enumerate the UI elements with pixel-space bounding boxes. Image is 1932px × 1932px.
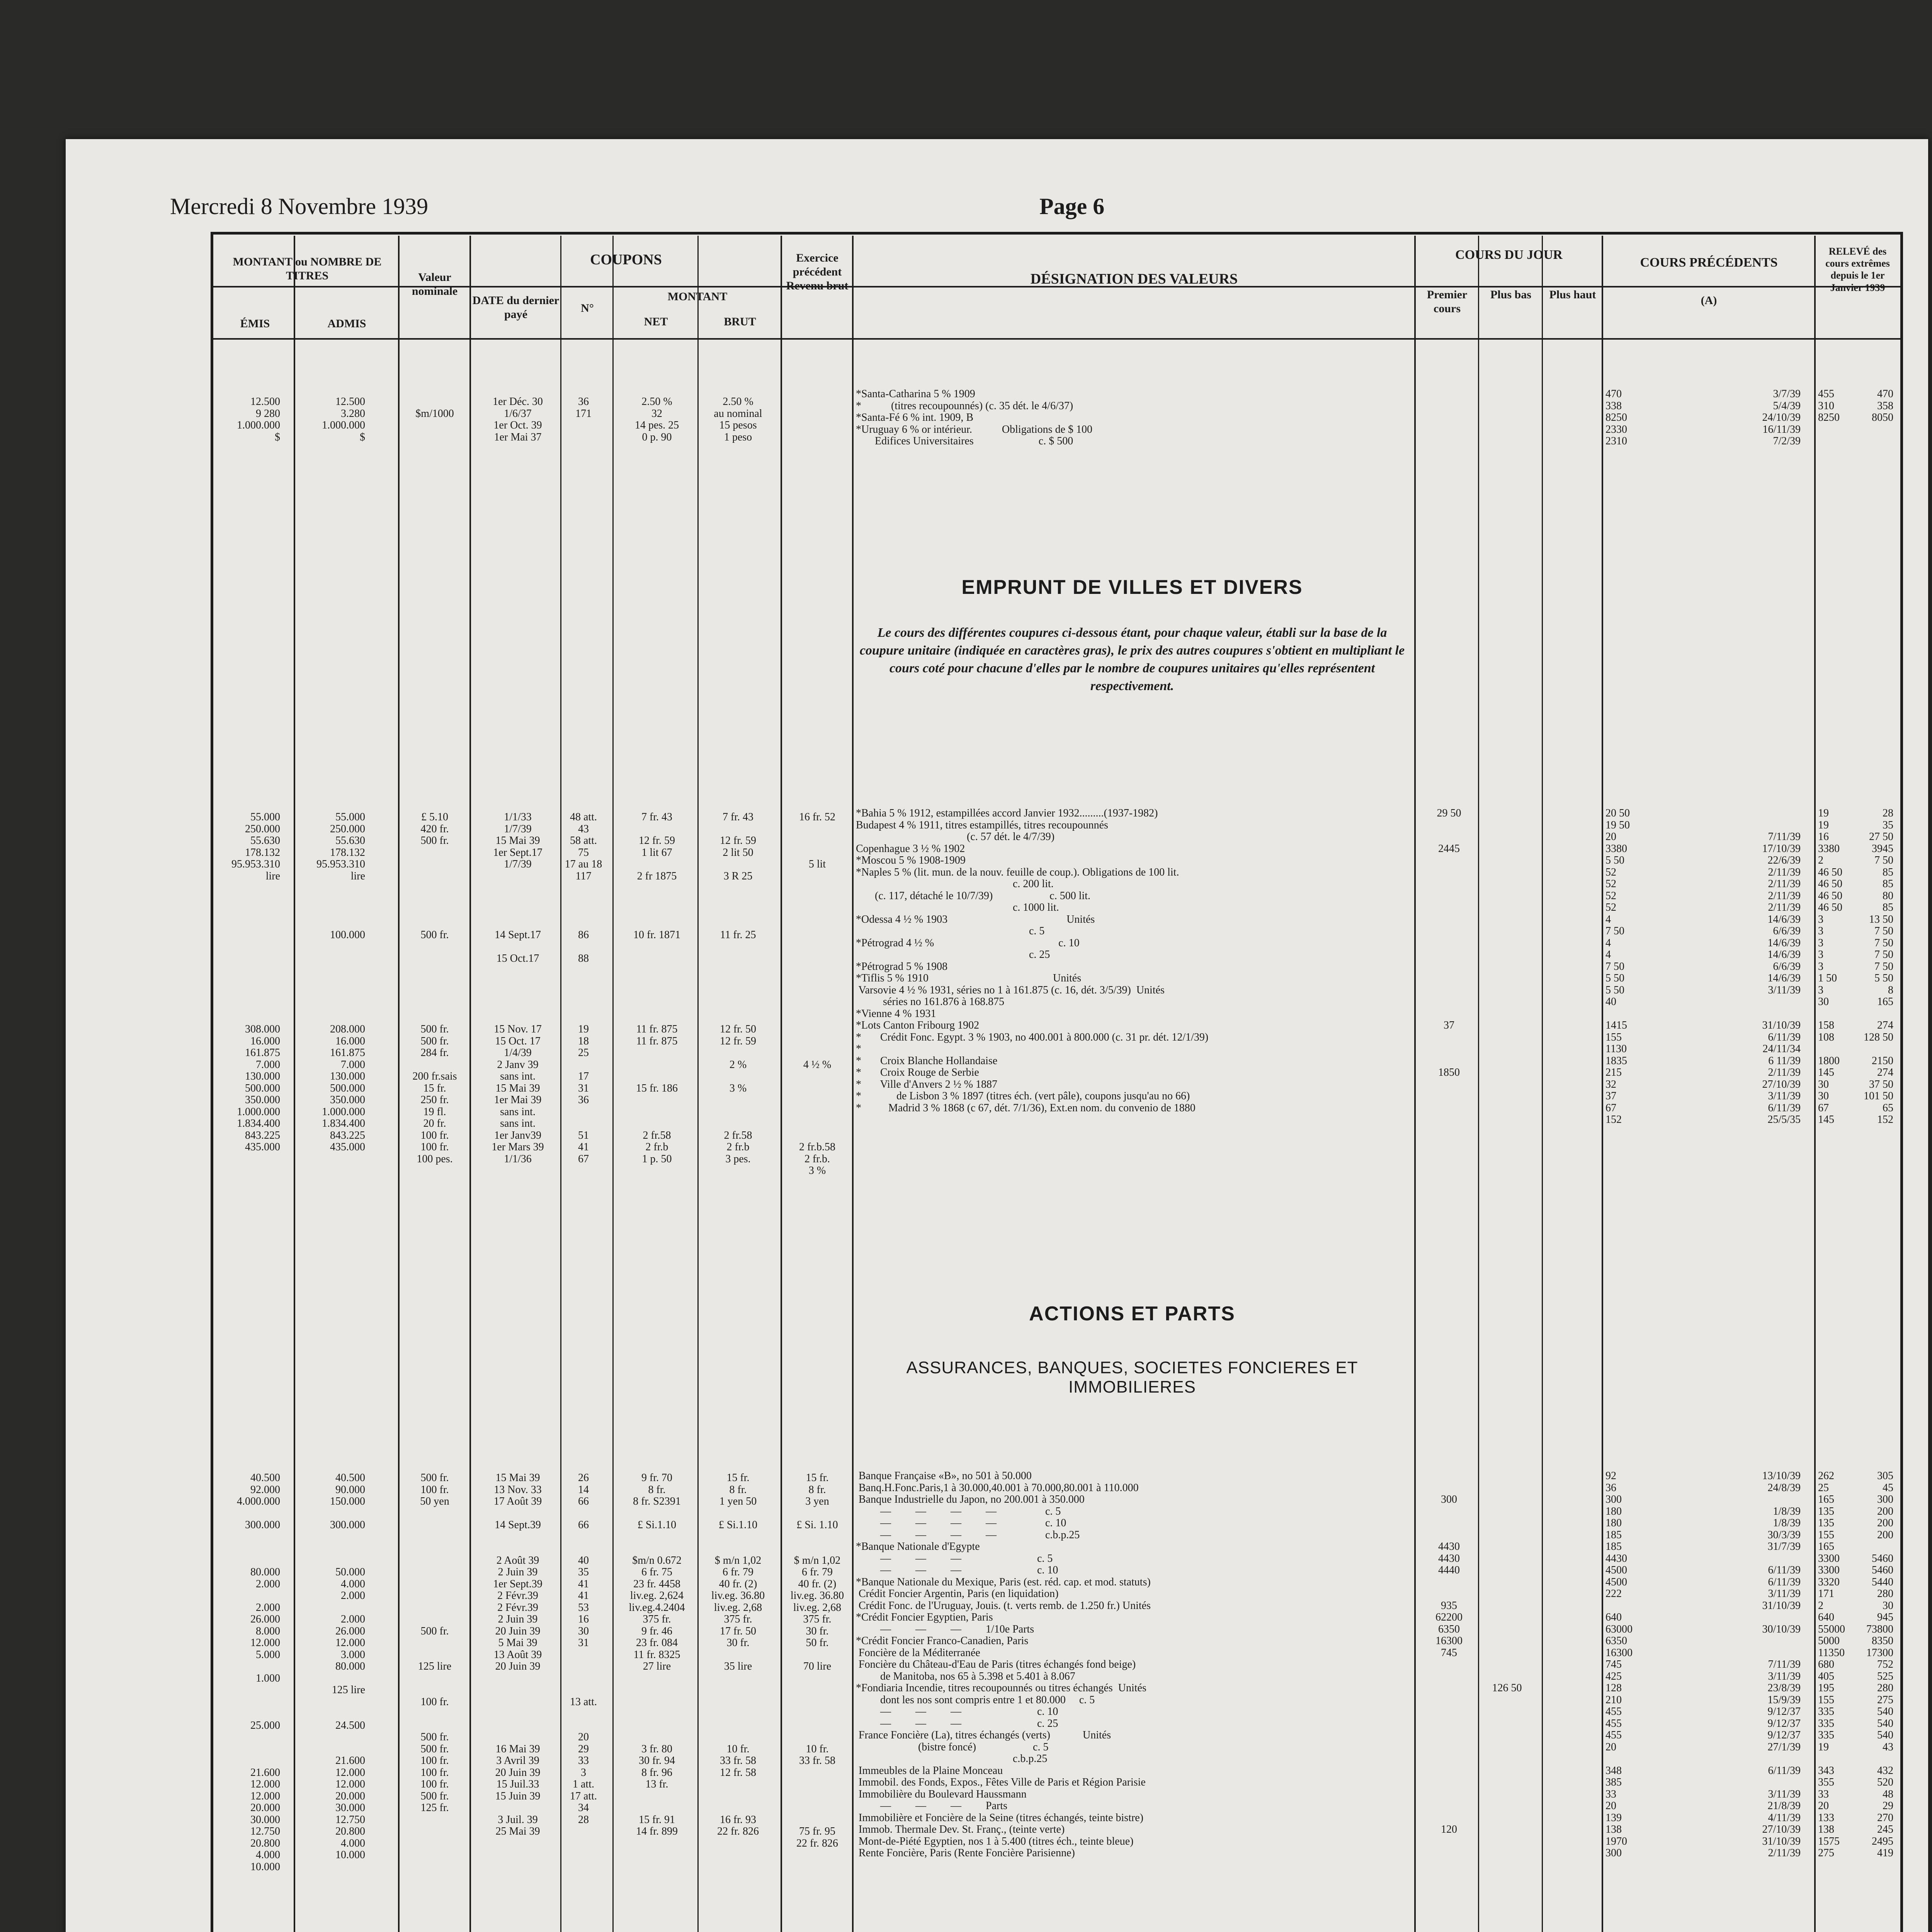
block3-emis: 40.500 92.000 4.000.000 300.000 80.000 2.000 2.000 26.000 8.000 12.000 5.000 1.000 25.000 21.600 12.000 12.000 20.000 30.000 12.750 20.800 4.000 10.000 (237, 1472, 280, 1873)
block1-numero: 36 171 (575, 396, 592, 420)
block1-low: 455 310 8250 (1818, 388, 1840, 423)
block3-designation: Banque Française «B», no 501 à 50.000 Banq.H.Fonc.Paris,1 à 30.000,40.001 à 70.000,80.001 à 110.000 Banque Industrielle du Japon, no 200.001 à 350.000 — — — — c. 5 — — — — c. 10 — — — — c.b.p.25 *Banque Nationale d'Egypte — — — c. 5 — — — c. 10 *Banque Nationale du Mexique, Paris (est. réd. cap. et mod. statuts) Crédit Foncier Argentin, Paris (en liquidation) Crédit Fonc. de l'Uruguay, Jouis. (t. verts remb. de 1.250 fr.) Unités *Crédit Foncier Egyptien, Paris — — — 1/10e Parts *Crédit Foncier Franco-Canadien, Paris Foncière de la Méditerranée Foncière du Château-d'Eau de Paris (titres échangés fond beige) de Manitoba, nos 65 à 5.398 et 5.401 à 8.067 *Fondiaria Incendie, titres recoupounnés ou titres échangés Unités dont les nos sont compris entre 1 et 80.000 c. 5 — — — c. 10 — — — c. 25 France Foncière (La), titres échangés (verts) Unités (bistre foncé) c. 5 c.b.p.25 Immeubles de la Plaine Monceau Immobil. des Fonds, Expos., Fêtes Ville de Paris et Région Parisie Immobilière du Boulevard Haussmann — — — Parts Immobilière et Foncière de la Seine (titres échangés, teinte bistre) Immob. Thermale Dev. St. Franç., (teinte verte) Mont-de-Piété Egyptien, nos 1 à 5.400 (titres éch., teinte bleue) Rente Foncière, Paris (Rente Foncière Parisienne) (856, 1470, 1151, 1859)
block2-designation: *Bahia 5 % 1912, estampillées accord Janvier 1932.........(1937-1982) Budapest 4 % 1911, titres estampillés, titres recoupounnés (c. 57 dét. le 4/7/39) Copenhague 3 ½ % 1902 *Moscou 5 % 1908-1909 *Naples 5 % (lit. mun. de la nouv. feuille de coup.). Obligations de 100 lit. c. 200 lit. (c. 117, détaché le 10/7/39) c. 500 lit. c. 1000 lit. *Odessa 4 ½ % 1903 Unités c. 5 *Pétrograd 4 ½ % c. 10 c. 25 *Pétrograd 5 % 1908 *Tiflis 5 % 1910 Unités Varsovie 4 ½ % 1931, séries no 1 à 161.875 (c. 16, dét. 3/5/39) Unités séries no 161.876 à 168.875 *Vienne 4 % 1931 *Lots Canton Fribourg 1902 * Crédit Fonc. Egypt. 3 % 1903, no 400.001 à 800.000 (c. 31 pr. dét. 12/1/39) * * Croix Blanche Hollandaise * Croix Rouge de Serbie * Ville d'Anvers 2 ½ % 1887 * de Lisbon 3 % 1897 (titres éch. (vert pâle), coupons jusqu'au no 66) * Madrid 3 % 1868 (c 67, dét. 7/1/36), Ext.en nom. du convenio de 1880 (856, 807, 1209, 1114)
block1-net: 2.50 % 32 14 pes. 25 0 p. 90 (634, 396, 679, 443)
section-title-actions: ACTIONS ET PARTS (1029, 1303, 1235, 1325)
col-head-plus-haut: Plus haut (1549, 288, 1596, 301)
col-head-valeur: Valeur nominale (412, 271, 458, 298)
col-head-numero: N° (581, 302, 594, 315)
col-head-exercice: Exercice précédent Revenu brut (786, 252, 849, 292)
section-note-emprunts: Le cours des différentes coupures ci-dessous étant, pour chaque valeur, établi sur la base de la coupure unitaire (indiquée en caractères gras), le prix des autres coupures s'obtient en multipliant le cours coté pour chacune d'elles par le nombre de coupures unitaires qu'elles représentent respectivement. (859, 626, 1405, 693)
col-rule (1542, 236, 1543, 1932)
col-rule (469, 236, 471, 1932)
block3-date: 15 Mai 39 13 Nov. 33 17 Août 39 14 Sept.39 2 Août 39 2 Juin 39 1er Sept.39 2 Févr.39 2 Févr.39 2 Juin 39 20 Juin 39 5 Mai 39 13 Août 39 20 Juin 39 16 Mai 39 3 Avril 39 20 Juin 39 15 Juil.33 15 Juin 39 3 Juil. 39 25 Mai 39 (493, 1472, 543, 1837)
block1-emis: 12.500 9 280 1.000.000 $ (237, 396, 280, 443)
section-subtitle-actions: ASSURANCES, BANQUES, SOCIETES FONCIERES ET IMMOBILIERES (906, 1358, 1358, 1396)
block3-admis: 40.500 90.000 150.000 300.000 50.000 4.000 2.000 2.000 26.000 12.000 3.000 80.000 125 lire 24.500 21.600 12.000 12.000 20.000 30.000 12.750 20.800 4.000 10.000 (330, 1472, 365, 1861)
block3-prev-date: 13/10/39 24/8/39 1/8/39 1/8/39 30/3/39 31/7/39 6/11/39 6/11/39 3/11/39 31/10/39 30/10/39 7/11/39 3/11/39 23/8/39 15/9/39 9/12/37 9/12/37 9/12/37 27/1/39 6/11/39 3/11/39 21/8/39 4/11/39 27/10/39 31/10/39 2/11/39 (1762, 1470, 1801, 1859)
col-rule (1478, 236, 1479, 1932)
block2-brut: 7 fr. 43 12 fr. 59 2 lit 50 3 R 25 11 fr. 25 12 fr. 50 12 fr. 59 2 % 3 % 2 fr.58 2 fr.b 3 pes. (719, 811, 757, 1165)
block1-prev-cours: 470 338 8250 2330 2310 (1605, 388, 1627, 447)
col-head-cours-du-jour: COURS DU JOUR (1455, 248, 1563, 262)
block1-prev-date: 3/7/39 5/4/39 24/10/39 16/11/39 7/2/39 (1762, 388, 1801, 447)
block2-numero: 48 att. 43 58 att. 75 17 au 18 117 86 88 19 18 25 17 31 36 51 41 67 (565, 811, 602, 1165)
block1-valeur: $m/1000 (415, 407, 454, 420)
block3-prev-cours: 92 36 300 180 180 185 185 4430 4500 4500 222 640 63000 6350 16300 745 425 128 210 455 455 455 20 348 385 33 20 139 138 1970 300 (1605, 1470, 1633, 1859)
block3-low: 262 25 165 135 135 155 165 3300 3300 3320 171 2 640 55000 5000 11350 680 405 195 155 335 335 335 19 343 355 33 20 133 138 1575 275 (1818, 1470, 1845, 1859)
col-head-cours-precedents: COURS PRÉCÉDENTS (1640, 255, 1778, 270)
block2-revenu: 16 fr. 52 5 lit 4 ½ % 2 fr.b.58 2 fr.b. 3 % (799, 811, 836, 1177)
block1-admis: 12.500 3.280 1.000.000 $ (322, 396, 365, 443)
block1-designation: *Santa-Catharina 5 % 1909 * (titres recoupounnés) (c. 35 dét. le 4/6/37) *Santa-Fé 6 % int. 1909, B *Uruguay 6 % or intérieur. Obligations de $ 100 Edifices Universitaires c. $ 500 (856, 388, 1093, 447)
col-head-plus-bas: Plus bas (1490, 288, 1531, 301)
section-title-emprunts: EMPRUNT DE VILLES ET DIVERS (961, 576, 1303, 599)
col-head-emis: ÉMIS (240, 317, 270, 330)
col-head-montant: MONTANT ou NOMBRE DE TITRES (233, 255, 382, 282)
block3-high: 305 45 300 200 200 200 5460 5460 5440 280 30 945 73800 8350 17300 752 525 280 275 540 540 540 43 432 520 48 29 270 245 2495 419 (1866, 1470, 1893, 1859)
col-head-date: DATE du dernier payé (472, 294, 560, 321)
block3-brut: 15 fr. 8 fr. 1 yen 50 £ Si.1.10 $ m/n 1,02 6 fr. 79 40 fr. (2) liv.eg. 36.80 liv.eg. 2,68 375 fr. 17 fr. 50 30 fr. 35 lire 10 fr. 33 fr. 58 12 fr. 58 16 fr. 93 22 fr. 826 (711, 1472, 765, 1837)
block3-valeur: 500 fr. 100 fr. 50 yen 500 fr. 125 lire 100 fr. 500 fr. 500 fr. 100 fr. 100 fr. 100 fr. 500 fr. 125 fr. (418, 1472, 452, 1814)
block2-date: 1/1/33 1/7/39 15 Mai 39 1er Sept.17 1/7/39 14 Sept.17 15 Oct.17 15 Nov. 17 15 Oct. 17 1/4/39 2 Janv 39 sans int. 15 Mai 39 1er Mai 39 sans int. sans int. 1er Janv39 1er Mars 39 1/1/36 (492, 811, 544, 1165)
block2-prev-date: 7/11/39 17/10/39 22/6/39 2/11/39 2/11/39 2/11/39 2/11/39 14/6/39 6/6/39 14/6/39 14/6/39 6/6/39 14/6/39 3/11/39 31/10/39 6/11/39 24/11/34 6 11/39 2/11/39 27/10/39 3/11/39 6/11/39 25/5/35 (1762, 831, 1801, 1126)
block3-net: 9 fr. 70 8 fr. 8 fr. S2391 £ Si.1.10 $m/n 0.672 6 fr. 75 23 fr. 4458 liv.eg. 2,624 liv.eg.4.2404 375 fr. 9 fr. 46 23 fr. 084 11 fr. 8325 27 lire 3 fr. 80 30 fr. 94 8 fr. 96 13 fr. 15 fr. 91 14 fr. 899 (629, 1472, 685, 1837)
block2-low: 19 19 16 3380 2 46 50 46 50 46 50 46 50 3 3 3 3 3 1 50 3 30 158 108 1800 145 30 30 67 145 (1818, 807, 1842, 1126)
block1-high: 470 358 8050 (1872, 388, 1893, 423)
block2-net: 7 fr. 43 12 fr. 59 1 lit 67 2 fr 1875 10 fr. 1871 11 fr. 875 11 fr. 875 15 fr. 186 2 fr.58 2 fr.b 1 p. 50 (633, 811, 681, 1165)
block2-valeur: £ 5.10 420 fr. 500 fr. 500 fr. 500 fr. 500 fr. 284 fr. 200 fr.sais 15 fr. 250 fr. 19 fl. 20 fr. 100 fr. 100 fr. 100 pes. (412, 811, 457, 1165)
block3-plus-bas: 126 50 (1492, 1682, 1522, 1694)
block3-numero: 26 14 66 66 40 35 41 41 53 16 30 31 13 att. 20 29 33 3 1 att. 17 att. 34 28 (570, 1472, 597, 1826)
col-rule (781, 236, 782, 1932)
block1-date: 1er Déc. 30 1/6/37 1er Oct. 39 1er Mai 37 (493, 396, 543, 443)
block2-high: 28 35 27 50 3945 7 50 85 85 80 85 13 50 7 50 7 50 7 50 7 50 5 50 8 165 274 128 50 2150 274 37 50 101 50 65 152 (1864, 807, 1893, 1126)
block2-emis: 55.000 250.000 55.630 178.132 95.953.310 lire 308.000 16.000 161.875 7.000 130.000 500.000 350.000 1.000.000 1.834.400 843.225 435.000 (231, 811, 280, 1153)
col-rule (697, 236, 699, 1932)
col-head-premier: Premier cours (1427, 288, 1468, 315)
col-rule (1814, 236, 1816, 1932)
block1-brut: 2.50 % au nominal 15 pesos 1 peso (714, 396, 762, 443)
col-rule (852, 236, 854, 1932)
block2-admis: 55.000 250.000 55.630 178.132 95.953.310 lire 100.000 208.000 16.000 161.875 7.000 130.000 500.000 350.000 1.000.000 1.834.400 843.225 435.000 (316, 811, 365, 1153)
col-rule (1414, 236, 1416, 1932)
header-rule (213, 338, 1900, 340)
col-head-brut: BRUT (724, 315, 756, 328)
col-head-releve: RELEVÉ des cours extrêmes depuis le 1er Janvier 1939 (1825, 246, 1890, 293)
col-rule (560, 236, 561, 1932)
col-rule (1602, 236, 1603, 1932)
block2-prev-cours: 20 50 19 50 20 3380 5 50 52 52 52 52 4 7 50 4 4 7 50 5 50 5 50 40 1415 155 1130 1835 215 32 37 67 152 (1605, 807, 1630, 1126)
col-head-designation: DÉSIGNATION DES VALEURS (1030, 271, 1238, 287)
col-rule (398, 236, 400, 1932)
col-head-net: NET (644, 315, 668, 328)
col-head-admis: ADMIS (327, 317, 366, 330)
page-number: Page 6 (1039, 194, 1105, 219)
col-head-cours-precedents-sub: (A) (1701, 294, 1717, 307)
col-head-montant-coupon: MONTANT (667, 290, 728, 303)
col-rule (294, 236, 295, 1932)
col-rule (612, 236, 614, 1932)
page-date: Mercredi 8 Novembre 1939 (170, 194, 429, 219)
block2-premier-cours: 29 50 2445 37 1850 (1437, 807, 1461, 1078)
block3-premier-cours: 300 4430 4430 4440 935 62200 6350 16300 745 120 (1435, 1493, 1463, 1835)
col-head-coupons: COUPONS (590, 252, 662, 268)
block3-revenu: 15 fr. 8 fr. 3 yen £ Si. 1.10 $ m/n 1,02 6 fr. 79 40 fr. (2) liv.eg. 36.80 liv.eg. 2,68 375 fr. 30 fr. 50 fr. 70 lire 10 fr. 33 fr. 58 75 fr. 95 22 fr. 826 (790, 1472, 844, 1849)
